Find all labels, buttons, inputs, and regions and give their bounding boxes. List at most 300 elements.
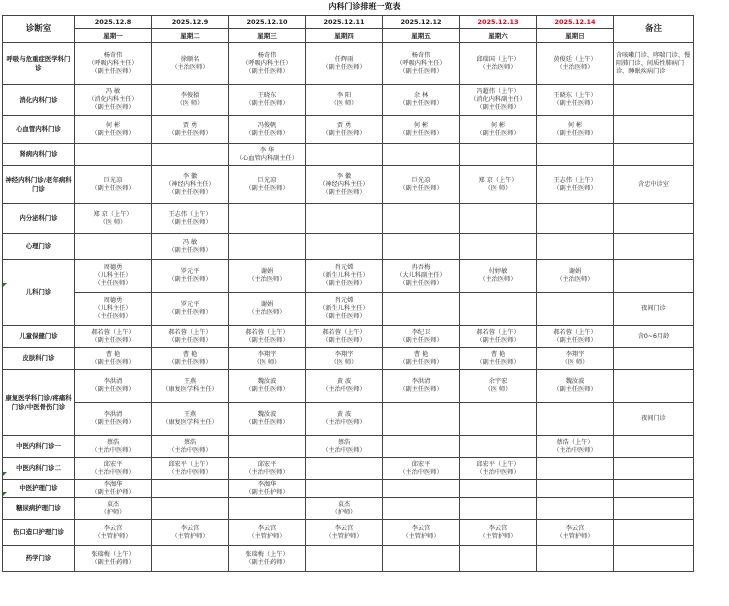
shift-line: 王晓东（上午） bbox=[553, 92, 597, 99]
shift-cell bbox=[229, 403, 306, 436]
shift-line: 谢娟 bbox=[568, 268, 582, 275]
shift-cell bbox=[152, 293, 229, 326]
shift-line: 任辉雨 bbox=[334, 55, 354, 63]
shift-cell bbox=[460, 498, 537, 520]
shift-line: （护师） bbox=[331, 508, 357, 516]
shift-cell bbox=[75, 234, 152, 260]
shift-line: 冯超伟（上午） bbox=[476, 88, 520, 95]
day-date-6: 2025.12.14 bbox=[537, 16, 614, 29]
dept-name: 肾病内科门诊 bbox=[3, 144, 75, 166]
shift-cell bbox=[229, 234, 306, 260]
note-cell bbox=[614, 370, 694, 403]
shift-cell bbox=[460, 43, 537, 85]
shift-line: 郝若蓉（上午） bbox=[322, 328, 366, 336]
shift-line: 邱宏平 bbox=[103, 460, 123, 468]
shift-cell bbox=[383, 348, 460, 370]
shift-cell bbox=[229, 480, 306, 498]
shift-line: （副主任医师） bbox=[322, 129, 366, 137]
shift-cell bbox=[306, 326, 383, 348]
shift-line: （副主任医师） bbox=[245, 129, 289, 137]
schedule-row bbox=[3, 458, 694, 480]
shift-line: （呼吸内科主任） bbox=[396, 59, 446, 67]
note-cell bbox=[614, 234, 694, 260]
shift-line: 魏汝波 bbox=[257, 378, 277, 385]
shift-line: （副主任医师） bbox=[168, 358, 212, 366]
shift-line: 肖元嫦 bbox=[334, 297, 354, 304]
shift-line: 冯 敏 bbox=[105, 88, 121, 95]
shift-line: （主治医师） bbox=[479, 276, 517, 283]
day-date-2: 2025.12.10 bbox=[229, 16, 306, 29]
shift-line: 邱宏平 bbox=[411, 460, 431, 468]
shift-cell bbox=[229, 520, 306, 546]
day-week-1: 星期二 bbox=[152, 29, 229, 43]
shift-line: 张瑞梅（上午） bbox=[245, 550, 289, 558]
shift-cell bbox=[75, 370, 152, 403]
shift-cell bbox=[460, 348, 537, 370]
shift-cell bbox=[229, 85, 306, 116]
day-week-2: 星期三 bbox=[229, 29, 306, 43]
shift-line: （副主任医师） bbox=[245, 184, 289, 192]
shift-line: （副主任护师） bbox=[245, 488, 289, 496]
shift-line: （副主任医师） bbox=[553, 129, 597, 137]
shift-line: （新生儿科主任） bbox=[319, 305, 369, 312]
shift-cell bbox=[537, 144, 614, 166]
shift-cell bbox=[75, 293, 152, 326]
shift-cell bbox=[229, 144, 306, 166]
shift-cell bbox=[152, 458, 229, 480]
shift-cell bbox=[229, 166, 306, 204]
shift-cell bbox=[383, 116, 460, 144]
shift-line: （儿科主任） bbox=[94, 305, 132, 312]
day-date-3: 2025.12.11 bbox=[306, 16, 383, 29]
shift-line: （医 师） bbox=[330, 100, 358, 107]
shift-cell bbox=[75, 546, 152, 572]
note-cell: 含忠中诊室 bbox=[614, 166, 694, 204]
shift-line: （主管护师） bbox=[94, 532, 132, 540]
schedule-row bbox=[3, 436, 694, 458]
shift-line: 余 林 bbox=[413, 92, 429, 99]
shift-cell bbox=[306, 144, 383, 166]
shift-line: （主治医师） bbox=[556, 63, 594, 71]
shift-line: 李洪清 bbox=[103, 378, 123, 385]
shift-cell bbox=[75, 498, 152, 520]
shift-line: 杨奇伟 bbox=[411, 51, 431, 59]
shift-line: （副主任医师） bbox=[553, 336, 597, 344]
shift-cell bbox=[306, 260, 383, 293]
shift-cell bbox=[229, 326, 306, 348]
shift-line: （主治中医师） bbox=[553, 446, 597, 454]
shift-cell bbox=[152, 498, 229, 520]
shift-line: 郝若蓉（上午） bbox=[553, 328, 597, 336]
shift-line: （主治中医师） bbox=[91, 468, 135, 476]
shift-line: （副主任医师） bbox=[91, 336, 135, 344]
day-week-5: 星期六 bbox=[460, 29, 537, 43]
shift-cell bbox=[306, 403, 383, 436]
note-header: 备注 bbox=[614, 16, 694, 43]
shift-cell bbox=[75, 480, 152, 498]
shift-cell bbox=[306, 348, 383, 370]
shift-line: （副主任医师） bbox=[322, 63, 366, 71]
schedule-row bbox=[3, 260, 694, 293]
schedule-row bbox=[3, 234, 694, 260]
shift-cell bbox=[537, 546, 614, 572]
shift-cell bbox=[460, 480, 537, 498]
shift-cell bbox=[306, 234, 383, 260]
shift-line: （主管护师） bbox=[325, 532, 363, 540]
note-cell bbox=[614, 260, 694, 293]
shift-line: （副主任医师） bbox=[553, 184, 597, 192]
shift-line: （医 师） bbox=[561, 358, 589, 366]
shift-line: （主管护师） bbox=[556, 532, 594, 540]
header-week-row bbox=[3, 29, 694, 43]
sheet-title: 内科门诊排班一览表 bbox=[328, 2, 401, 11]
shift-line: 邱宏平（上午） bbox=[168, 460, 212, 468]
shift-cell bbox=[460, 85, 537, 116]
dept-name: 糖尿病护理门诊 bbox=[3, 498, 75, 520]
shift-cell bbox=[229, 458, 306, 480]
shift-line: （副主任药师） bbox=[245, 558, 289, 566]
shift-cell bbox=[229, 370, 306, 403]
dept-name: 康复医学科门诊/疼痛科门诊/中医骨伤门诊 bbox=[3, 370, 75, 436]
dept-name: 伤口造口护理门诊 bbox=[3, 520, 75, 546]
shift-line: （副主任医师） bbox=[476, 358, 520, 366]
shift-cell bbox=[152, 116, 229, 144]
shift-line: （医 师） bbox=[99, 218, 127, 226]
shift-cell bbox=[383, 204, 460, 234]
shift-cell bbox=[75, 85, 152, 116]
shift-line: 黄 波 bbox=[336, 411, 352, 418]
dept-name: 皮肤科门诊 bbox=[3, 348, 75, 370]
shift-cell bbox=[460, 520, 537, 546]
shift-cell bbox=[383, 498, 460, 520]
dept-name: 心血管内科门诊 bbox=[3, 116, 75, 144]
shift-line: 魏汝波 bbox=[565, 378, 585, 385]
shift-cell bbox=[383, 293, 460, 326]
shift-line: 曹 艳 bbox=[413, 350, 429, 358]
schedule-row bbox=[3, 85, 694, 116]
shift-line: （心血管内科副主任） bbox=[236, 154, 298, 162]
shift-line: （护师） bbox=[100, 508, 126, 516]
shift-line: 杨奇伟 bbox=[103, 51, 123, 59]
dept-name: 中医内科门诊二 bbox=[3, 458, 75, 480]
dept-name: 心理门诊 bbox=[3, 234, 75, 260]
shift-line: 李俊猿 bbox=[180, 92, 200, 99]
day-date-4: 2025.12.12 bbox=[383, 16, 460, 29]
shift-line: 曹 艳 bbox=[490, 350, 506, 358]
shift-line: 李云宫 bbox=[180, 524, 200, 532]
shift-line: （主管护师） bbox=[402, 532, 440, 540]
shift-cell bbox=[75, 326, 152, 348]
shift-line: （副主任医师） bbox=[91, 104, 135, 111]
shift-cell bbox=[75, 458, 152, 480]
shift-cell bbox=[229, 436, 306, 458]
shift-line: （副主任医师） bbox=[168, 188, 212, 196]
shift-cell bbox=[306, 436, 383, 458]
shift-cell bbox=[75, 116, 152, 144]
shift-line: （副主任医师） bbox=[399, 129, 443, 137]
shift-line: 余宇宏 bbox=[488, 378, 508, 385]
shift-line: （副主任医师） bbox=[91, 358, 135, 366]
shift-cell bbox=[229, 204, 306, 234]
shift-line: （主治中医师） bbox=[322, 446, 366, 454]
shift-cell bbox=[537, 520, 614, 546]
shift-cell bbox=[460, 144, 537, 166]
shift-line: 何 彬 bbox=[105, 121, 121, 129]
shift-line: （副主任医师） bbox=[168, 336, 212, 344]
shift-cell bbox=[229, 116, 306, 144]
schedule-row bbox=[3, 204, 694, 234]
shift-line: （主治医师） bbox=[556, 276, 594, 283]
shift-line: （主任医师） bbox=[94, 280, 132, 287]
schedule-row bbox=[3, 370, 694, 403]
shift-cell bbox=[152, 260, 229, 293]
shift-cell bbox=[152, 204, 229, 234]
dept-name: 中医内科门诊一 bbox=[3, 436, 75, 458]
shift-line: 贾 勇 bbox=[336, 121, 352, 129]
shift-line: 何 彬 bbox=[567, 121, 583, 129]
shift-line: （呼吸内科主任） bbox=[88, 59, 138, 67]
shift-line: （副主任医师） bbox=[322, 188, 366, 196]
shift-line: （康复医学科主任） bbox=[162, 386, 218, 393]
shift-line: （副主任医师） bbox=[245, 336, 289, 344]
shift-line: 李云宫 bbox=[257, 524, 277, 532]
shift-cell bbox=[383, 43, 460, 85]
cell-comment-marker bbox=[3, 492, 7, 496]
shift-line: 邱宏平（上午） bbox=[476, 460, 520, 468]
shift-cell bbox=[229, 293, 306, 326]
shift-cell bbox=[306, 43, 383, 85]
shift-line: （主治医师） bbox=[171, 63, 209, 71]
shift-cell bbox=[152, 348, 229, 370]
shift-line: 张瑞梅（上午） bbox=[91, 550, 135, 558]
shift-line: 李翔宇 bbox=[565, 350, 585, 358]
day-week-0: 星期一 bbox=[75, 29, 152, 43]
note-cell: 含咳嗽门诊、哮喘门诊、慢阻肺门诊、间质性肺病门诊、睡眠疾病门诊 bbox=[614, 43, 694, 85]
shift-line: 郑 京（上午） bbox=[93, 210, 133, 218]
shift-cell bbox=[460, 293, 537, 326]
shift-cell bbox=[383, 458, 460, 480]
shift-cell bbox=[537, 436, 614, 458]
schedule-row bbox=[3, 144, 694, 166]
shift-cell bbox=[383, 166, 460, 204]
shift-line: （大儿科副主任） bbox=[396, 272, 446, 279]
shift-cell bbox=[152, 85, 229, 116]
shift-line: （医 师） bbox=[484, 386, 512, 393]
shift-line: 巨光凉 bbox=[103, 176, 123, 184]
dept-name: 中医护理门诊 bbox=[3, 480, 75, 498]
schedule-row bbox=[3, 166, 694, 204]
dept-name: 消化内科门诊 bbox=[3, 85, 75, 116]
shift-cell bbox=[306, 520, 383, 546]
shift-line: 冯俊帆 bbox=[257, 121, 277, 129]
shift-line: （儿科主任） bbox=[94, 272, 132, 279]
shift-line: 王燕 bbox=[183, 378, 197, 385]
shift-line: 李云宫 bbox=[565, 524, 585, 532]
shift-line: 巨光凉 bbox=[257, 176, 277, 184]
shift-cell bbox=[383, 85, 460, 116]
shift-line: 曹 艳 bbox=[182, 350, 198, 358]
shift-line: 李云宫 bbox=[488, 524, 508, 532]
shift-line: 李 徽 bbox=[182, 172, 198, 180]
shift-cell bbox=[537, 85, 614, 116]
shift-line: 李 徽 bbox=[336, 172, 352, 180]
schedule-row bbox=[3, 520, 694, 546]
shift-line: 周德勇 bbox=[103, 297, 123, 304]
shift-line: 蔡浩 bbox=[337, 438, 351, 446]
day-week-6: 星期日 bbox=[537, 29, 614, 43]
shift-cell bbox=[537, 166, 614, 204]
shift-line: （副主任医师） bbox=[245, 386, 289, 393]
shift-line: （副主任医师） bbox=[322, 280, 366, 287]
day-week-3: 星期四 bbox=[306, 29, 383, 43]
shift-line: 巨光凉 bbox=[411, 176, 431, 184]
shift-cell bbox=[306, 370, 383, 403]
shift-cell bbox=[229, 546, 306, 572]
shift-cell bbox=[75, 144, 152, 166]
shift-line: （副主任医师） bbox=[168, 218, 212, 226]
shift-line: （主治中医师） bbox=[168, 468, 212, 476]
shift-line: 罗元平 bbox=[180, 301, 200, 308]
shift-cell bbox=[306, 458, 383, 480]
schedule-row bbox=[3, 403, 694, 436]
shift-line: （主治中医师） bbox=[91, 446, 135, 454]
shift-line: （主治医师） bbox=[248, 276, 286, 283]
shift-line: 郝若蓉（上午） bbox=[476, 328, 520, 336]
shift-line: （主治中医师） bbox=[168, 446, 212, 454]
cell-comment-marker bbox=[3, 283, 7, 287]
shift-cell bbox=[306, 546, 383, 572]
shift-cell bbox=[152, 234, 229, 260]
shift-cell bbox=[383, 436, 460, 458]
shift-line: （副主任医师） bbox=[245, 100, 289, 107]
shift-cell bbox=[460, 370, 537, 403]
shift-line: 郝若蓉（上午） bbox=[168, 328, 212, 336]
shift-cell bbox=[152, 480, 229, 498]
shift-cell bbox=[537, 43, 614, 85]
note-cell bbox=[614, 480, 694, 498]
shift-cell bbox=[75, 43, 152, 85]
shift-cell bbox=[75, 204, 152, 234]
shift-line: （主治中医师） bbox=[399, 468, 443, 476]
shift-line: （副主任医师） bbox=[553, 100, 597, 107]
shift-cell bbox=[537, 326, 614, 348]
schedule-row bbox=[3, 43, 694, 85]
shift-line: （副主任护师） bbox=[91, 488, 135, 496]
shift-line: （康复医学科主任） bbox=[162, 419, 218, 426]
shift-line: 蔡浩（上午） bbox=[556, 438, 594, 446]
shift-line: （副主任医师） bbox=[91, 184, 135, 192]
shift-line: （主治中医师） bbox=[322, 419, 366, 426]
dept-name: 儿童保健门诊 bbox=[3, 326, 75, 348]
shift-cell bbox=[75, 520, 152, 546]
shift-line: 何 彬 bbox=[490, 121, 506, 129]
shift-line: （主治医师） bbox=[248, 309, 286, 316]
note-cell bbox=[614, 204, 694, 234]
note-cell: 夜间门诊 bbox=[614, 403, 694, 436]
shift-line: 蔡浩 bbox=[106, 438, 120, 446]
shift-line: 曹 艳 bbox=[105, 350, 121, 358]
shift-line: （副主任医师） bbox=[168, 129, 212, 137]
shift-line: （副主任医师） bbox=[399, 336, 443, 344]
shift-cell bbox=[229, 348, 306, 370]
shift-cell bbox=[537, 234, 614, 260]
shift-line: 黄 波 bbox=[336, 378, 352, 385]
shift-cell bbox=[537, 403, 614, 436]
shift-cell bbox=[460, 458, 537, 480]
shift-cell bbox=[537, 498, 614, 520]
note-cell bbox=[614, 85, 694, 116]
shift-cell bbox=[306, 498, 383, 520]
shift-line: （副主任医师） bbox=[553, 386, 597, 393]
shift-cell bbox=[383, 403, 460, 436]
schedule-row bbox=[3, 348, 694, 370]
shift-line: （副主任医师） bbox=[91, 386, 135, 393]
shift-line: 周德勇 bbox=[103, 264, 123, 271]
shift-cell bbox=[383, 326, 460, 348]
shift-cell bbox=[229, 43, 306, 85]
shift-cell bbox=[152, 326, 229, 348]
schedule-row bbox=[3, 293, 694, 326]
shift-line: （副主任医师） bbox=[245, 419, 289, 426]
shift-line: 李洪清 bbox=[103, 411, 123, 418]
shift-line: （副主任医师） bbox=[399, 184, 443, 192]
dept-header: 诊断室 bbox=[3, 16, 75, 43]
shift-line: （副主任医师） bbox=[168, 276, 212, 283]
day-date-5: 2025.12.13 bbox=[460, 16, 537, 29]
shift-cell bbox=[537, 293, 614, 326]
shift-cell bbox=[152, 43, 229, 85]
dept-name: 儿科门诊 bbox=[3, 260, 75, 326]
shift-cell bbox=[306, 293, 383, 326]
shift-line: 李翔宇 bbox=[334, 350, 354, 358]
shift-cell bbox=[306, 116, 383, 144]
shift-cell bbox=[537, 260, 614, 293]
shift-line: （主治医师） bbox=[479, 63, 517, 71]
shift-line: 何 彬 bbox=[413, 121, 429, 129]
shift-line: 袁杰 bbox=[106, 500, 120, 508]
shift-line: 李 阳 bbox=[336, 92, 352, 99]
shift-line: （神经内科主任） bbox=[165, 180, 215, 188]
shift-line: （医 师） bbox=[253, 358, 281, 366]
shift-line: 杨奇伟 bbox=[257, 51, 277, 59]
shift-cell bbox=[306, 85, 383, 116]
shift-line: （副主任医师） bbox=[399, 67, 443, 75]
shift-cell bbox=[537, 370, 614, 403]
shift-line: （副主任医师） bbox=[168, 309, 212, 316]
shift-line: 王志伟（上午） bbox=[553, 176, 597, 184]
shift-line: （副主任医师） bbox=[476, 336, 520, 344]
shift-line: 蔡浩 bbox=[183, 438, 197, 446]
shift-line: 郝若蓉（上午） bbox=[91, 328, 135, 336]
shift-line: 徐顺名 bbox=[180, 55, 200, 63]
shift-cell bbox=[152, 403, 229, 436]
schedule-row bbox=[3, 326, 694, 348]
shift-line: （主任医师） bbox=[94, 313, 132, 320]
shift-cell bbox=[383, 546, 460, 572]
day-date-0: 2025.12.8 bbox=[75, 16, 152, 29]
schedule-row bbox=[3, 480, 694, 498]
shift-line: （呼吸内科主任） bbox=[242, 59, 292, 67]
shift-cell bbox=[460, 436, 537, 458]
shift-line: 王晓东 bbox=[257, 92, 277, 99]
shift-cell bbox=[75, 166, 152, 204]
shift-cell bbox=[152, 166, 229, 204]
shift-line: （医 师） bbox=[330, 358, 358, 366]
shift-line: （主管护师） bbox=[479, 532, 517, 540]
dept-name: 药学门诊 bbox=[3, 546, 75, 572]
schedule-row bbox=[3, 498, 694, 520]
dept-name: 呼吸与危重症医学科门诊 bbox=[3, 43, 75, 85]
